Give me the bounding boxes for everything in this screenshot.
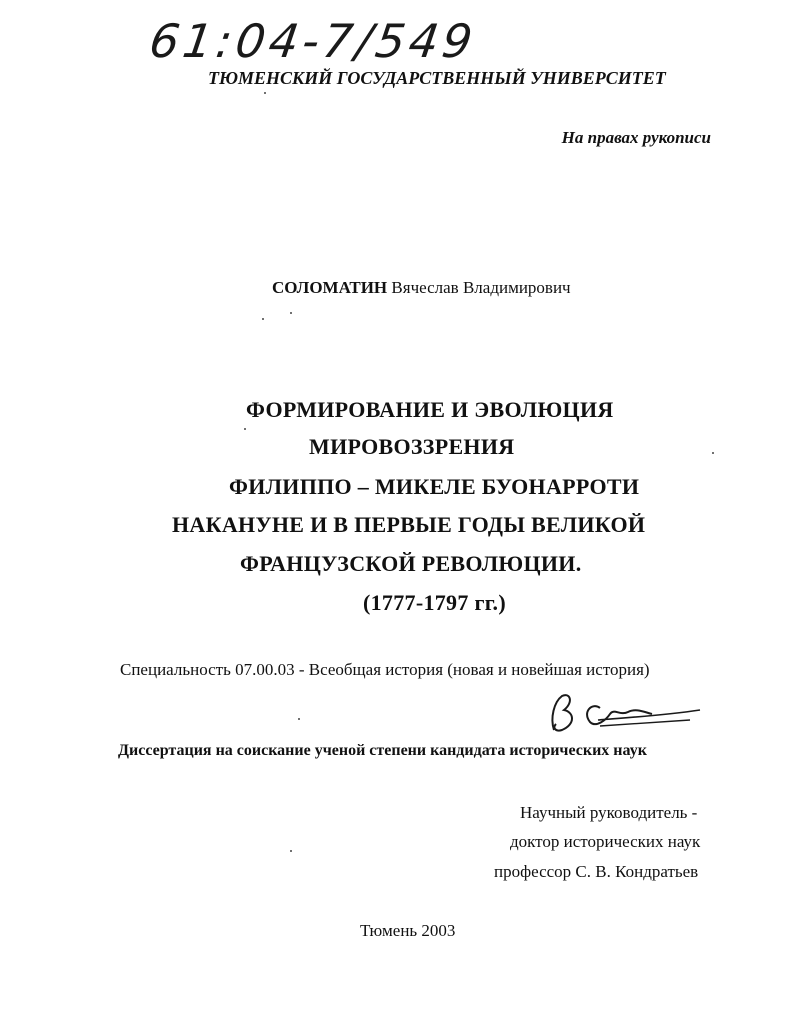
scan-speck xyxy=(262,318,264,320)
title-line-5: ФРАНЦУЗСКОЙ РЕВОЛЮЦИИ. xyxy=(240,551,582,576)
title-line-3: ФИЛИППО – МИКЕЛЕ БУОНАРРОТИ xyxy=(229,474,640,499)
university-name: ТЮМЕНСКИЙ ГОСУДАРСТВЕННЫЙ УНИВЕРСИТЕТ xyxy=(208,68,666,88)
scan-speck xyxy=(264,92,266,94)
advisor-degree: доктор исторических наук xyxy=(510,832,701,851)
scan-speck xyxy=(290,312,292,314)
specialty-line: Специальность 07.00.03 - Всеобщая история (новая и новейшая история) xyxy=(120,660,650,679)
scan-speck xyxy=(712,452,714,454)
degree-statement: Диссертация на соискание ученой степени кандидата исторических наук xyxy=(118,742,647,759)
scan-speck xyxy=(244,428,246,430)
title-years: (1777-1797 гг.) xyxy=(363,590,506,615)
archive-number-handwritten: 61:04-7/549 xyxy=(146,14,480,68)
author-signature xyxy=(540,690,710,740)
author-given-names: Вячеслав Владимирович xyxy=(391,278,571,297)
title-line-2: МИРОВОЗЗРЕНИЯ xyxy=(309,434,515,459)
title-line-4: НАКАНУНЕ И В ПЕРВЫЕ ГОДЫ ВЕЛИКОЙ xyxy=(172,512,646,537)
advisor-name: профессор С. В. Кондратьев xyxy=(494,862,699,881)
author-surname: СОЛОМАТИН xyxy=(272,278,388,297)
title-line-1: ФОРМИРОВАНИЕ И ЭВОЛЮЦИЯ xyxy=(246,397,614,422)
manuscript-rights-note: На правах рукописи xyxy=(561,128,711,147)
city-and-year: Тюмень 2003 xyxy=(360,921,456,940)
scan-speck xyxy=(298,718,300,720)
scan-speck xyxy=(290,850,292,852)
author-name xyxy=(272,278,571,298)
advisor-role: Научный руководитель - xyxy=(520,803,698,822)
